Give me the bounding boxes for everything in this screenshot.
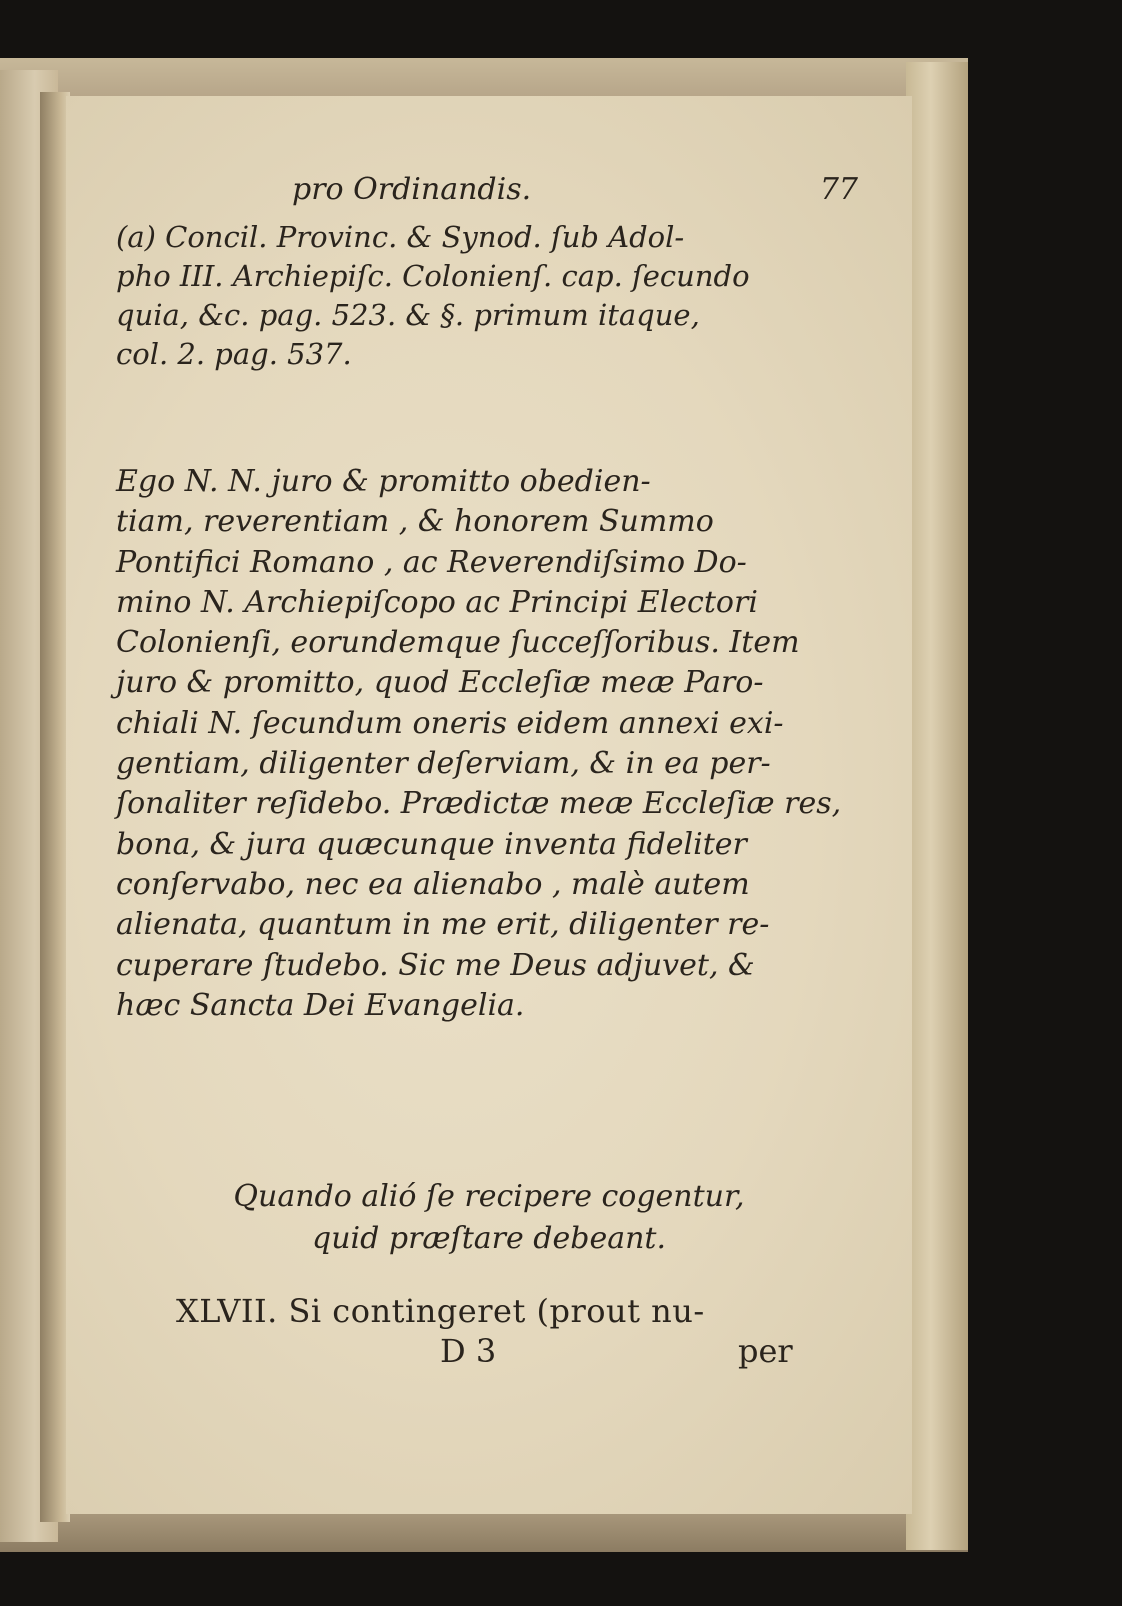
section-heading: Quando alió ſe recipere cogentur, quid præſtare debeant. <box>233 1179 745 1256</box>
section-text: Si contingeret (prout nu- <box>288 1292 705 1330</box>
section-first-line <box>176 1292 876 1330</box>
footnote-citation: (a) Concil. Provinc. & Synod. ſub Adol- pho III. Archiepiſc. Colonienſ. cap. ſecundo quia, &c. pag. 523. & §. primum itaque, col. 2. pag. 537. <box>116 220 750 371</box>
page-number: 77 <box>819 172 858 207</box>
running-head <box>66 172 912 212</box>
catchword: per <box>738 1332 793 1370</box>
book-cover-fore-edge <box>906 62 968 1550</box>
book-page <box>66 96 912 1514</box>
oath-paragraph: Ego N. N. juro & promitto obedien- tiam, reverentiam , & honorem Summo Pontifici Romano , ac Reverendiſsimo Do- mino N. Archiepiſcopo ac Principi Electori Colonienſi, eorundemque ſucceſſoribus. Item juro & promitto, quod Eccleſiæ meæ Paro- chiali N. ſecundum oneris eidem annexi exi- gentiam, diligenter deſerviam, & in ea per- ſonaliter reſidebo. Prædictæ meæ Eccleſiæ res, bona, & jura quæcunque inventa fideliter conſervabo, nec ea alienabo , malè autem alienata, quantum in me erit, diligenter re- cuperare ſtudebo. Sic me Deus adjuvet, & hæc Sancta Dei Evangelia. <box>116 464 842 1023</box>
running-head-title: pro Ordinandis. <box>292 172 532 207</box>
section-number: XLVII. <box>176 1292 278 1330</box>
book-cover-bottom-edge <box>0 1512 968 1552</box>
book-cover-top-edge <box>0 58 968 96</box>
signature-mark: D 3 <box>440 1332 497 1370</box>
